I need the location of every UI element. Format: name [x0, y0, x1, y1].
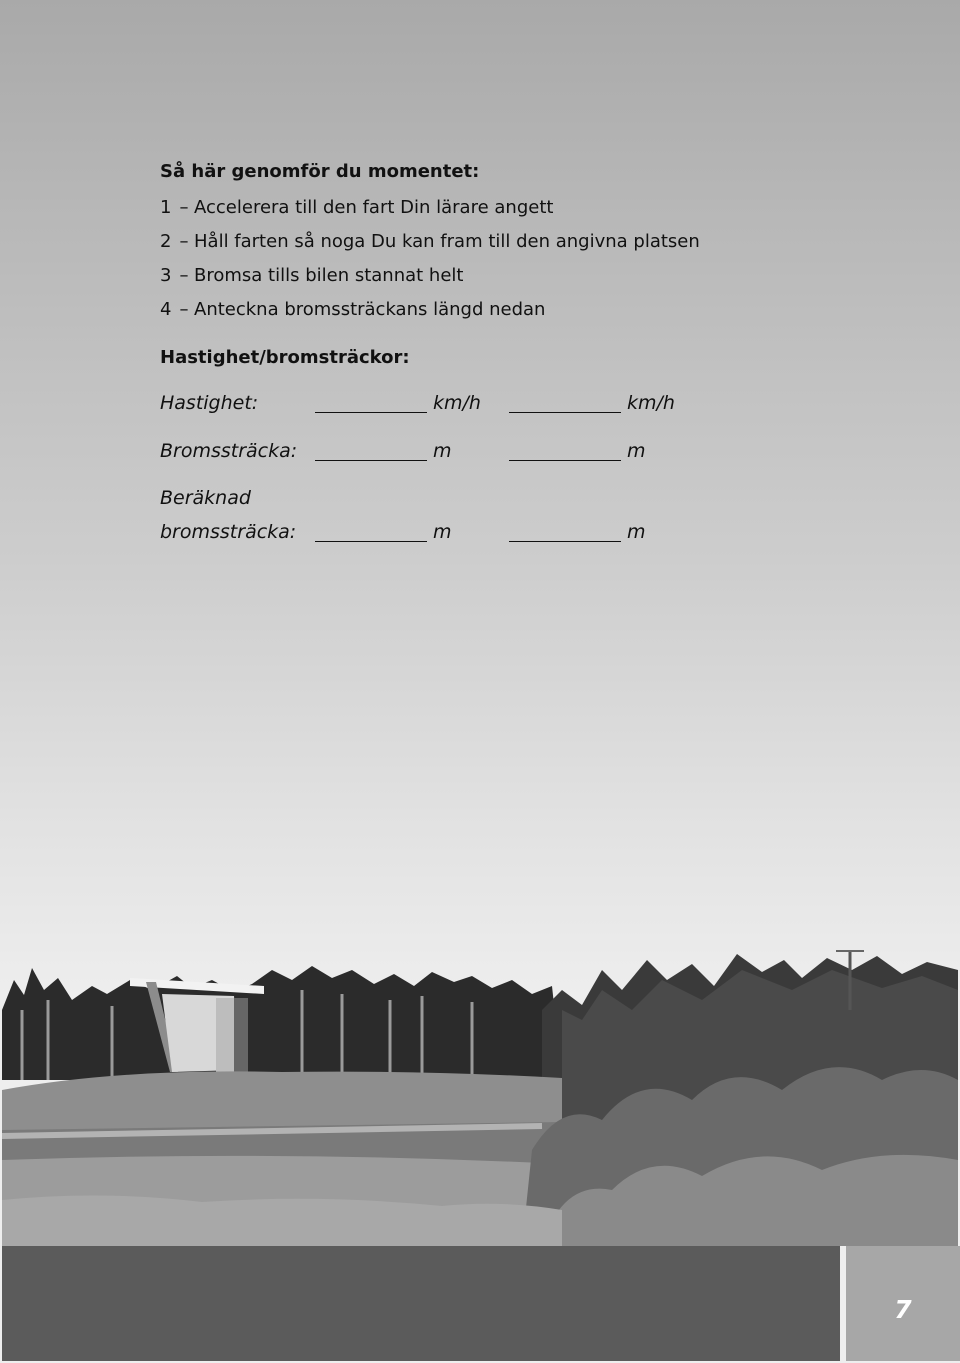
- step-text: Anteckna bromssträckans längd nedan: [194, 299, 546, 320]
- calculated-unit-2: m: [627, 521, 646, 543]
- step-item: [160, 264, 463, 288]
- step-text: Accelerera till den fart Din lärare angett: [194, 197, 554, 218]
- speed-unit-1: km/h: [433, 392, 481, 414]
- step-item: [160, 230, 700, 254]
- instructions-heading: Så här genomför du momentet:: [160, 161, 480, 182]
- step-number: 2: [160, 231, 172, 252]
- step-number: 1: [160, 197, 172, 218]
- braking-distance-unit-2: m: [627, 440, 646, 462]
- braking-distance-unit-1: m: [433, 440, 452, 462]
- calculated-blank-2[interactable]: [509, 541, 621, 542]
- step-number: 3: [160, 265, 172, 286]
- step-dash: –: [179, 231, 189, 252]
- speed-label: Hastighet:: [160, 392, 259, 414]
- footer-bar: [2, 1246, 840, 1361]
- calculated-blank-1[interactable]: [315, 541, 427, 542]
- speed-unit-2: km/h: [627, 392, 675, 414]
- step-dash: –: [179, 265, 189, 286]
- speed-blank-2[interactable]: [509, 412, 621, 413]
- braking-distance-label: Bromssträcka:: [160, 440, 298, 462]
- step-text: Håll farten så noga Du kan fram till den angivna platsen: [194, 231, 700, 252]
- calculated-label-line1: Beräknad: [160, 487, 251, 509]
- page-number: 7: [894, 1295, 912, 1324]
- step-item: [160, 298, 545, 322]
- step-number: 4: [160, 299, 172, 320]
- step-dash: –: [179, 197, 189, 218]
- step-dash: –: [179, 299, 189, 320]
- form-heading: Hastighet/bromsträckor:: [160, 347, 410, 368]
- landscape-photo: [2, 950, 958, 1246]
- calculated-unit-1: m: [433, 521, 452, 543]
- braking-distance-blank-2[interactable]: [509, 460, 621, 461]
- speed-blank-1[interactable]: [315, 412, 427, 413]
- step-item: [160, 196, 553, 220]
- braking-distance-blank-1[interactable]: [315, 460, 427, 461]
- step-text: Bromsa tills bilen stannat helt: [194, 265, 464, 286]
- calculated-label-line2: bromssträcka:: [160, 521, 297, 543]
